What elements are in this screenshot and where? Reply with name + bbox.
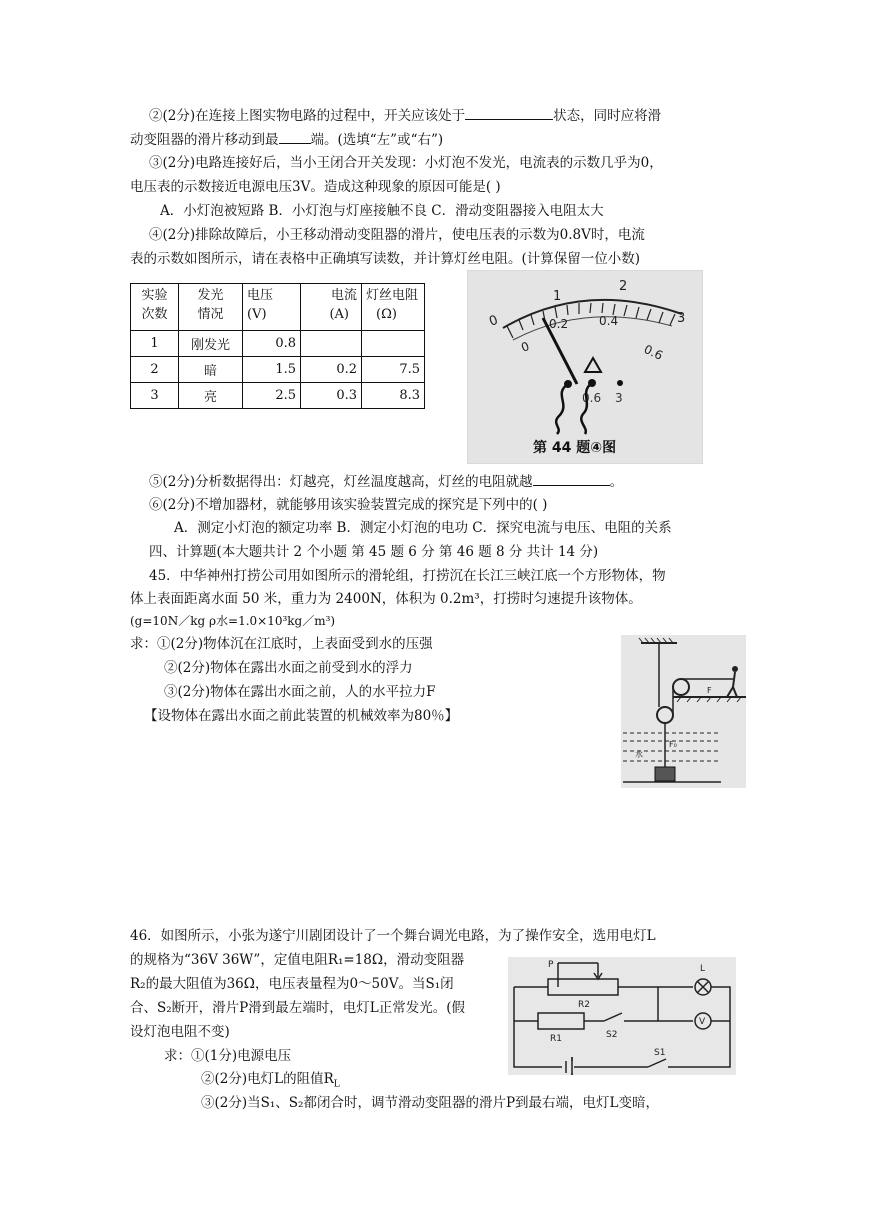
upper-label: 3 <box>677 311 686 326</box>
section-heading: 四、计算题(本大题共计 2 个小题 第 45 题 6 分 第 46 题 8 分 共计 14 分) <box>149 544 599 560</box>
q44-p6: ⑥(2分)不增加器材，就能够用该实验装置完成的探究是下列中的( ) <box>149 497 548 513</box>
q44-p5: ⑤(2分)分析数据得出：灯越亮，灯丝温度越高，灯丝的电阻就越 。 <box>149 471 623 492</box>
q46-line3: R₂的最大阻值为36Ω，电压表量程为0～50V。当S₁闭 <box>130 976 454 992</box>
q45-line5: ②(2分)物体在露出水面之前受到水的浮力 <box>164 660 413 676</box>
table-cell: 2.5 <box>243 383 301 409</box>
table-header-cell: 实验 次数 <box>131 284 179 331</box>
resistor-label: R2 <box>578 1000 590 1010</box>
table-header-cell: 电压 (V) <box>243 284 301 331</box>
resistor-label: R1 <box>550 1034 562 1044</box>
answer-blank <box>533 471 610 486</box>
table-cell: 7.5 <box>362 357 425 383</box>
q46-line2: 的规格为“36V 36W”，定值电阻R₁=18Ω，滑动变阻器 <box>130 952 465 968</box>
force-label: F₀ <box>669 740 677 749</box>
q45-line1: 45．中华神州打捞公司用如图所示的滑轮组，打捞沉在长江三峡江底一个方形物体，物 <box>149 568 666 584</box>
q45-line4: 求：①(2分)物体沉在江底时，上表面受到水的压强 <box>130 636 433 652</box>
table-cell: 0.8 <box>243 331 301 357</box>
q44-p6-options: A．测定小灯泡的额定功率 B．测定小灯泡的电功 C．探究电流与电压、电阻的关系 <box>174 520 672 536</box>
voltmeter-label: V <box>699 1017 706 1027</box>
table-row <box>131 383 425 409</box>
figure-caption: 第 44 题④图 <box>533 440 617 456</box>
q44-p3-line2: 电压表的示数接近电源电压3V。造成这种现象的原因可能是( ) <box>130 179 501 195</box>
table-cell: 0.3 <box>301 383 362 409</box>
lower-label: 0.6 <box>641 342 665 363</box>
table-header-cell: 发光 情况 <box>179 284 243 331</box>
q44-p3-options: A．小灯泡被短路 B．小灯泡与灯座接触不良 C．滑动变阻器接入电阻太大 <box>160 203 604 219</box>
lower-label: 0.4 <box>599 314 619 328</box>
table-header-cell: 灯丝电阻 (Ω) <box>362 284 425 331</box>
upper-label: 1 <box>553 289 562 304</box>
terminal-label: 0.6 <box>582 391 602 405</box>
table-header-cell: 电流 (A) <box>301 284 362 331</box>
q44-p4-line2: 表的示数如图所示，请在表格中正确填写读数，并计算灯丝电阻。(计算保留一位小数) <box>130 251 641 267</box>
q44-p3-line1: ③(2分)电路连接好后，当小王闭合开关发现：小灯泡不发光，电流表的示数几乎为0， <box>149 155 663 171</box>
q44-p4-line1: ④(2分)排除故障后，小王移动滑动变阻器的滑片，使电压表的示数为0.8V时，电流 <box>149 227 645 243</box>
table-row <box>131 331 425 357</box>
table-cell: 1 <box>131 331 179 357</box>
table-cell: 2 <box>131 357 179 383</box>
slider-label: P <box>548 960 554 970</box>
q44-p2-line2: 动变阻器的滑片移动到最 端。(选填“左”或“右”) <box>130 129 443 150</box>
answer-blank <box>279 129 311 144</box>
table-cell <box>301 331 362 357</box>
q46-line4: 合、S₂断开，滑片P滑到最左端时，电灯L正常发光。(假 <box>130 1000 465 1016</box>
ammeter-figure <box>467 270 703 464</box>
data-table <box>130 283 425 409</box>
lower-label: 0.2 <box>549 317 569 331</box>
switch-label: S2 <box>606 1030 618 1040</box>
q46-line6: 求：①(1分)电源电压 <box>164 1048 292 1064</box>
table-row <box>131 357 425 383</box>
table-cell: 亮 <box>179 383 243 409</box>
switch-label: S1 <box>654 1048 666 1058</box>
table-cell: 0.2 <box>301 357 362 383</box>
q46-line1: 46．如图所示，小张为遂宁川剧团设计了一个舞台调光电路，为了操作安全，选用电灯L <box>130 928 656 944</box>
table-cell: 暗 <box>179 357 243 383</box>
answer-blank <box>465 105 553 120</box>
table-cell: 1.5 <box>243 357 301 383</box>
q46-line7: ②(2分)电灯L的阻值$R_L$ <box>201 1071 340 1090</box>
circuit-figure <box>508 957 736 1075</box>
table-cell: 8.3 <box>362 383 425 409</box>
q45-line7: 【设物体在露出水面之前此装置的机械效率为80％】 <box>144 708 459 724</box>
upper-label: 2 <box>619 279 628 294</box>
table-cell: 3 <box>131 383 179 409</box>
terminal-label: 3 <box>615 391 623 405</box>
q45-line6: ③(2分)物体在露出水面之前，人的水平拉力F <box>164 684 436 700</box>
table-cell <box>362 331 425 357</box>
pulley-figure <box>621 635 746 788</box>
q46-line5: 设灯泡电阻不变) <box>130 1024 230 1040</box>
q45-line2: 体上表面距离水面 50 米，重力为 2400N，体积为 0.2m³，打捞时匀速提升该物体。 <box>130 591 642 607</box>
lower-label: 0 <box>519 339 532 355</box>
force-label: F <box>707 686 712 695</box>
lamp-label: L <box>700 964 706 974</box>
q44-p2-line1: ②(2分)在连接上图实物电路的过程中，开关应该处于 状态，同时应将滑 <box>149 105 661 126</box>
table-cell: 刚发光 <box>179 331 243 357</box>
table-header-row <box>131 284 425 331</box>
q46-line8: ③(2分)当S₁、S₂都闭合时，调节滑动变阻器的滑片P到最右端，电灯L变暗， <box>201 1095 659 1111</box>
upper-label: 0 <box>487 312 501 330</box>
water-label: 水 <box>635 750 643 759</box>
q45-line3: (g=10N／kg ρ水=1.0×10³kg／m³) <box>130 614 336 628</box>
